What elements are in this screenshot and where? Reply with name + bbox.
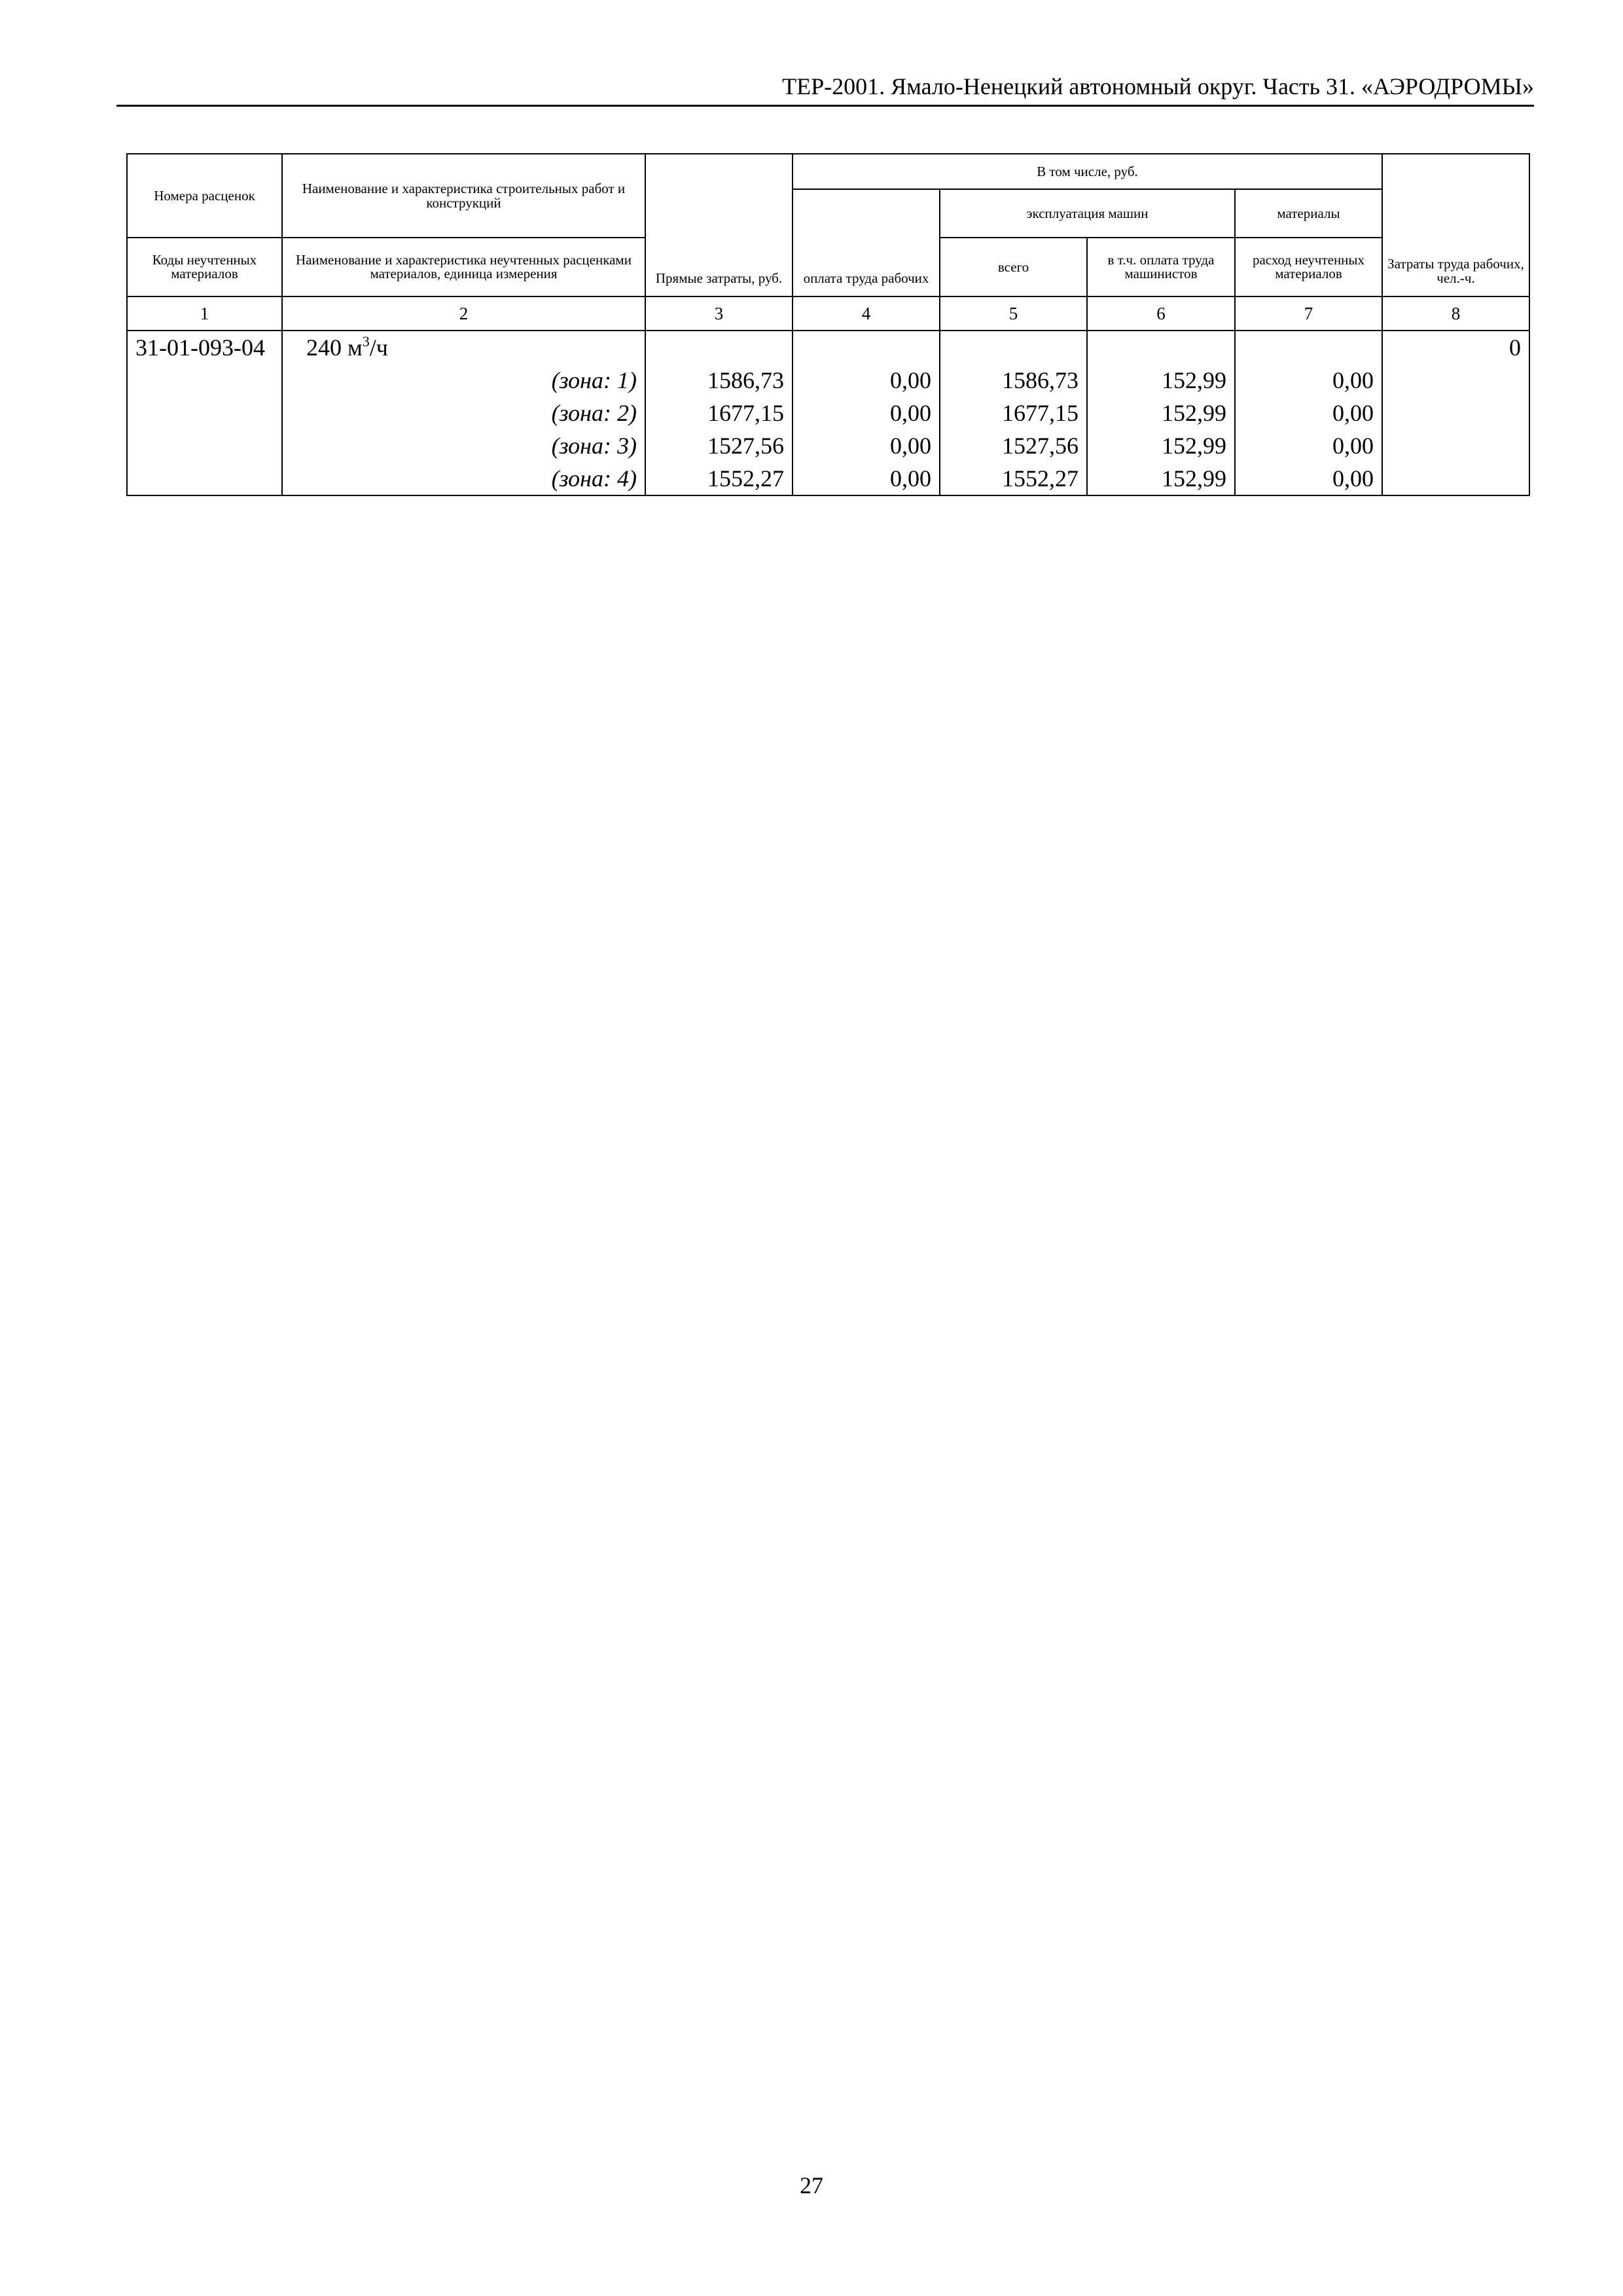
header-including-group: В том числе, руб. bbox=[793, 154, 1382, 189]
worker-wages-value: 0,00 bbox=[793, 429, 940, 462]
table-row bbox=[127, 397, 1529, 429]
page-number: 27 bbox=[800, 2172, 823, 2198]
table-row bbox=[127, 462, 1529, 495]
work-name-suffix: /ч bbox=[369, 334, 388, 361]
column-number: 2 bbox=[282, 296, 645, 331]
materials-value: 0,00 bbox=[1235, 397, 1382, 429]
header-machinist-wages: в т.ч. оплата труда машинистов bbox=[1087, 238, 1235, 296]
column-number: 4 bbox=[793, 296, 940, 331]
table-row bbox=[127, 429, 1529, 462]
worker-wages-value: 0,00 bbox=[793, 397, 940, 429]
machinist-wages-value: 152,99 bbox=[1087, 397, 1235, 429]
header-material-description: Наименование и характеристика неучтенных расценками материалов, единица измерения bbox=[282, 238, 645, 296]
zone-label: (зона: 4) bbox=[282, 462, 645, 495]
header-unaccounted-materials: расход неучтенных материалов bbox=[1235, 238, 1382, 296]
machinist-wages-value: 152,99 bbox=[1087, 462, 1235, 495]
machine-total-value: 1527,56 bbox=[940, 429, 1087, 462]
header-worker-wages: оплата труда рабочих bbox=[793, 189, 940, 296]
work-name-superscript: 3 bbox=[362, 333, 370, 350]
worker-wages-value: 0,00 bbox=[793, 364, 940, 397]
header-work-description: Наименование и характеристика строительных работ и конструкций bbox=[282, 154, 645, 238]
table-row bbox=[127, 364, 1529, 397]
column-number: 7 bbox=[1235, 296, 1382, 331]
header-labor-hours: Затраты труда рабочих, чел.-ч. bbox=[1382, 154, 1529, 296]
document-title: ТЕР-2001. Ямало-Ненецкий автономный округ. Часть 31. «АЭРОДРОМЫ» bbox=[782, 73, 1534, 99]
materials-value: 0,00 bbox=[1235, 462, 1382, 495]
column-number: 8 bbox=[1382, 296, 1529, 331]
machine-total-value: 1586,73 bbox=[940, 364, 1087, 397]
direct-cost-value: 1586,73 bbox=[645, 364, 793, 397]
column-number-row bbox=[127, 296, 1529, 331]
header-direct-costs: Прямые затраты, руб. bbox=[645, 154, 793, 296]
machinist-wages-value: 152,99 bbox=[1087, 429, 1235, 462]
materials-value: 0,00 bbox=[1235, 364, 1382, 397]
direct-cost-value: 1552,27 bbox=[645, 462, 793, 495]
direct-cost-value: 1677,15 bbox=[645, 397, 793, 429]
materials-value: 0,00 bbox=[1235, 429, 1382, 462]
worker-wages-value: 0,00 bbox=[793, 462, 940, 495]
machine-total-value: 1677,15 bbox=[940, 397, 1087, 429]
direct-cost-value: 1527,56 bbox=[645, 429, 793, 462]
labor-hours-value: 0 bbox=[1382, 331, 1529, 364]
machine-total-value: 1552,27 bbox=[940, 462, 1087, 495]
rate-code: 31-01-093-04 bbox=[127, 331, 282, 364]
machinist-wages-value: 152,99 bbox=[1087, 364, 1235, 397]
header-machine-total: всего bbox=[940, 238, 1087, 296]
zone-label: (зона: 3) bbox=[282, 429, 645, 462]
work-name-main: 240 м bbox=[306, 334, 363, 361]
rates-table bbox=[126, 153, 1530, 496]
table-header bbox=[127, 154, 1529, 331]
column-number: 1 bbox=[127, 296, 282, 331]
work-name bbox=[282, 331, 645, 364]
header-material-codes: Коды неучтенных материалов bbox=[127, 238, 282, 296]
running-header bbox=[116, 71, 1534, 107]
header-rate-numbers: Номера расценок bbox=[127, 154, 282, 238]
zone-label: (зона: 1) bbox=[282, 364, 645, 397]
column-number: 5 bbox=[940, 296, 1087, 331]
column-number: 6 bbox=[1087, 296, 1235, 331]
header-materials: материалы bbox=[1235, 189, 1382, 238]
column-number: 3 bbox=[645, 296, 793, 331]
table-row bbox=[127, 331, 1529, 364]
header-machine-operation: эксплуатация машин bbox=[940, 189, 1235, 238]
table-body bbox=[127, 331, 1529, 495]
zone-label: (зона: 2) bbox=[282, 397, 645, 429]
